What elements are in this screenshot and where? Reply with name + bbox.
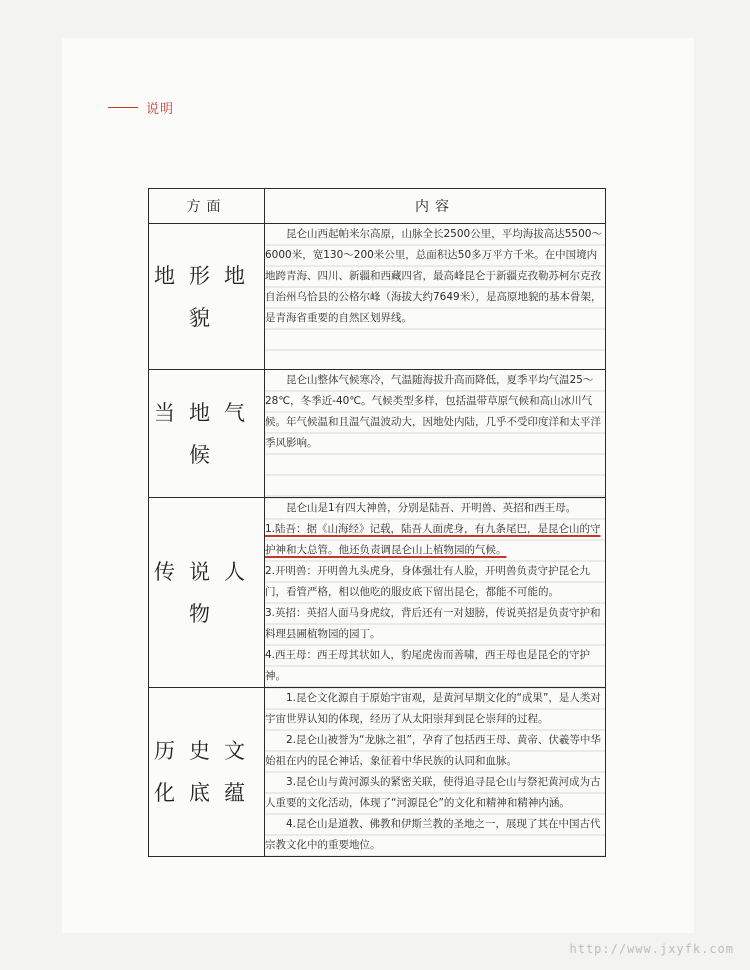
paragraph: 3.英招：英招人面马身虎纹，背后还有一对翅膀，传说英招是负责守护和料理县圃植物园的园丁。 (265, 607, 601, 640)
content-terrain (265, 224, 606, 370)
paragraph: 昆仑山是1有四大神兽，分别是陆吾、开明兽、英招和西王母。 (286, 502, 577, 514)
paragraph: 4.昆仑山是道教、佛教和伊斯兰教的圣地之一，展现了其在中国古代宗教文化中的重要地位。 (265, 818, 601, 851)
table-row (149, 498, 606, 688)
aspect-terrain: 地形地貌 (149, 224, 265, 370)
paragraph: 4.西王母：西王母其状如人，豹尾虎齿而善啸，西王母也是昆仑的守护神。 (265, 649, 591, 682)
content-climate (265, 370, 606, 498)
paragraph: 1.昆仑文化源自于原始宇宙观，是黄河早期文化的“成果”，是人类对宇宙世界认知的体现，经历了从太阳崇拜到昆仑崇拜的过程。 (265, 692, 601, 725)
aspect-history: 历史文化底蕴 (149, 688, 265, 857)
table-row (149, 224, 606, 370)
note-dash (108, 107, 138, 108)
content-history (265, 688, 606, 857)
header-row (149, 189, 606, 224)
paragraph: 1.陆吾：据《山海经》记载，陆吾人面虎身，有九条尾巴，是昆仑山的守护神和大总管。他还负责调昆仑山上植物园的气候。 (265, 523, 601, 556)
table-row (149, 370, 606, 498)
table-row (149, 688, 606, 857)
paragraph: 2.开明兽：开明兽九头虎身，身体强壮有人脸，开明兽负责守护昆仑九门，看管严格，相以他吃的服皮底下留出昆仑，都能不可能的。 (265, 565, 591, 598)
kunlun-info-table (148, 188, 606, 857)
note-label: 说明 (146, 102, 175, 117)
header-aspect: 方面 (149, 189, 265, 224)
paragraph: 昆仑山整体气候寒冷，气温随海拔升高而降低，夏季平均气温25～28℃，冬季近-40℃。气候类型多样，包括温带草原气候和高山冰川气候。年气候温和且温气温波动大，因地处内陆，几乎不受印度洋和太平洋季风影响。 (265, 374, 601, 449)
paragraph: 2.昆仑山被誉为“龙脉之祖”，孕育了包括西王母、黄帝、伏羲等中华始祖在内的昆仑神话，象征着中华民族的认同和血脉。 (265, 734, 601, 767)
aspect-legends: 传说人物 (149, 498, 265, 688)
paragraph: 3.昆仑山与黄河源头的紧密关联，使得追寻昆仑山与祭祀黄河成为古人重要的文化活动，体现了“河源昆仑”的文化和精神和精神内涵。 (265, 776, 601, 809)
paragraph: 昆仑山西起帕米尔高原，山脉全长2500公里，平均海拔高达5500～6000米，宽130～200米公里，总面积达50多万平方千米。在中国境内地跨青海、四川、新疆和西藏四省，最高峰昆仑于新疆克孜勒苏柯尔克孜自治州乌恰县的公格尔峰（海拔大约7649米），是高原地貌的基本骨架，是青海省重要的自然区划界线。 (265, 228, 602, 324)
header-content: 内容 (265, 189, 606, 224)
aspect-climate: 当地气候 (149, 370, 265, 498)
watermark-url: http://www.jxyfk.com (569, 942, 734, 956)
note-annotation (108, 98, 174, 117)
content-legends (265, 498, 606, 688)
